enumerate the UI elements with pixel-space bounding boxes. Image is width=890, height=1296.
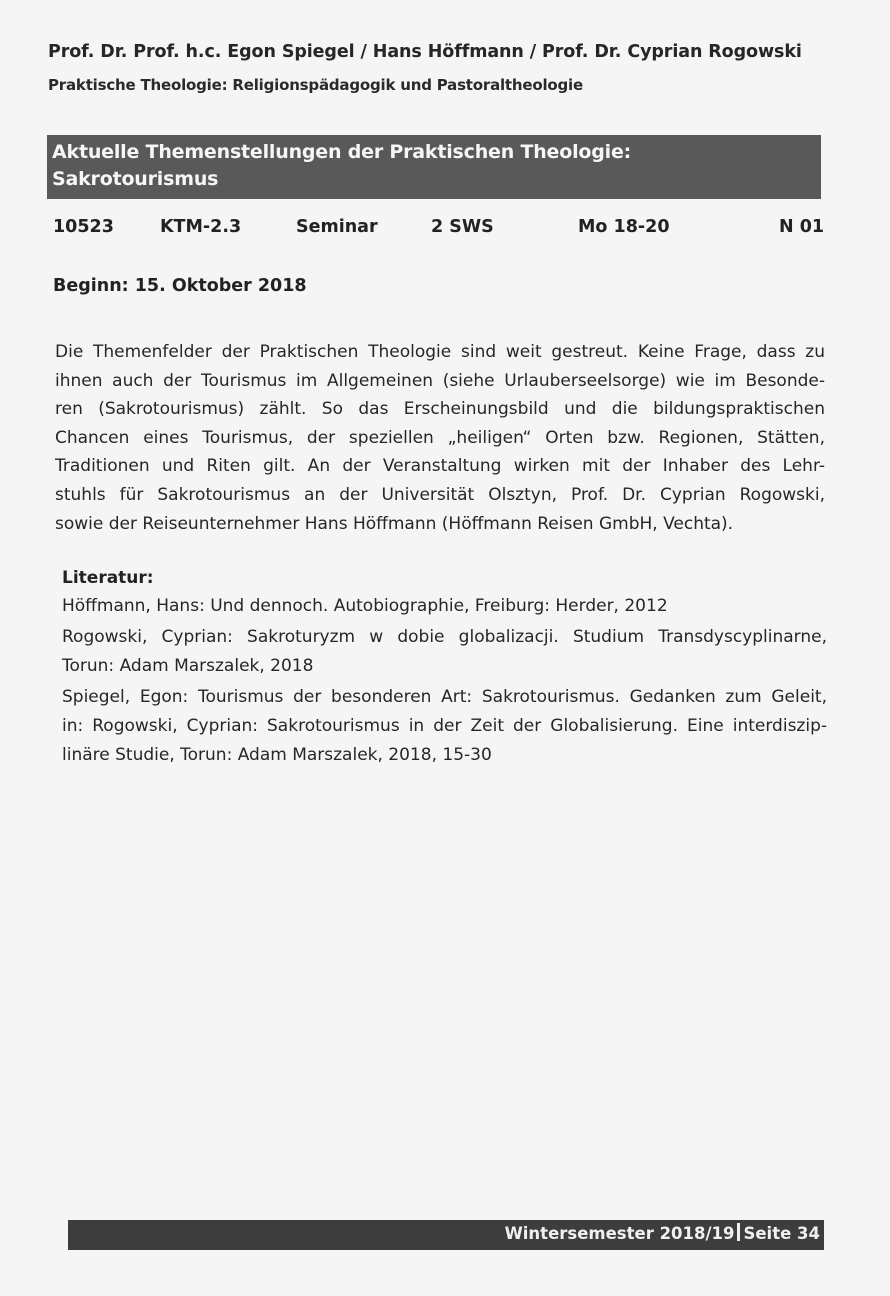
author-line: Prof. Dr. Prof. h.c. Egon Spiegel / Hans Höffmann / Prof. Dr. Cyprian Rogowski	[48, 42, 802, 62]
course-title-bar	[47, 135, 821, 199]
literature-line: in: Rogowski, Cyprian: Sakrotourismus in der Zeit der Globalisierung. Eine interdiszip-	[62, 716, 827, 736]
description-line: ihnen auch der Tourismus im Allgemeinen (siehe Urlauberseelsorge) wie im Besonde-	[55, 370, 825, 391]
course-hours: 2 SWS	[431, 217, 494, 237]
course-description	[55, 338, 825, 538]
course-type: Seminar	[296, 217, 378, 237]
literature-line: Torun: Adam Marszalek, 2018	[62, 656, 314, 676]
course-title-line-2: Sakrotourismus	[52, 168, 219, 190]
description-line: Chancen eines Tourismus, der speziellen „heiligen“ Orten bzw. Regionen, Stätten,	[55, 427, 825, 448]
course-begin: Beginn: 15. Oktober 2018	[53, 276, 307, 296]
description-line: ren (Sakrotourismus) zählt. So das Erscheinungsbild und die bildungspraktischen	[55, 399, 825, 420]
literature-line: Spiegel, Egon: Tourismus der besonderen Art: Sakrotourismus. Gedanken zum Geleit,	[62, 687, 827, 707]
literature-entry	[62, 592, 827, 621]
literature-line: Rogowski, Cyprian: Sakroturyzm w dobie globalizacji. Studium Transdyscyplinarne,	[62, 627, 827, 647]
course-title-line-1: Aktuelle Themenstellungen der Praktischen Theologie:	[52, 141, 632, 163]
literature-heading: Literatur:	[62, 568, 154, 588]
footer-page-number: Seite 34	[743, 1224, 820, 1243]
course-time: Mo 18-20	[578, 217, 670, 237]
chair-line: Praktische Theologie: Religionspädagogik und Pastoraltheologie	[48, 76, 583, 94]
footer-separator	[737, 1223, 740, 1241]
footer-bar	[68, 1220, 824, 1250]
description-line: stuhls für Sakrotourismus an der Universität Olsztyn, Prof. Dr. Cyprian Rogowski,	[55, 484, 825, 505]
course-module: KTM-2.3	[160, 217, 242, 237]
footer-text	[505, 1222, 820, 1246]
literature-line: Höffmann, Hans: Und dennoch. Autobiographie, Freiburg: Herder, 2012	[62, 596, 668, 616]
course-room: N 01	[779, 217, 825, 237]
description-line: sowie der Reiseunternehmer Hans Höffmann (Höffmann Reisen GmbH, Vechta).	[55, 513, 734, 534]
literature-line: linäre Studie, Torun: Adam Marszalek, 2018, 15-30	[62, 745, 492, 765]
literature-entry	[62, 623, 827, 681]
description-line: Traditionen und Riten gilt. An der Veranstaltung wirken mit der Inhaber des Lehr-	[55, 456, 825, 477]
footer-semester: Wintersemester 2018/19	[504, 1224, 735, 1243]
description-line: Die Themenfelder der Praktischen Theologie sind weit gestreut. Keine Frage, dass zu	[55, 342, 825, 362]
course-number: 10523	[53, 217, 114, 237]
literature-entry	[62, 683, 827, 770]
